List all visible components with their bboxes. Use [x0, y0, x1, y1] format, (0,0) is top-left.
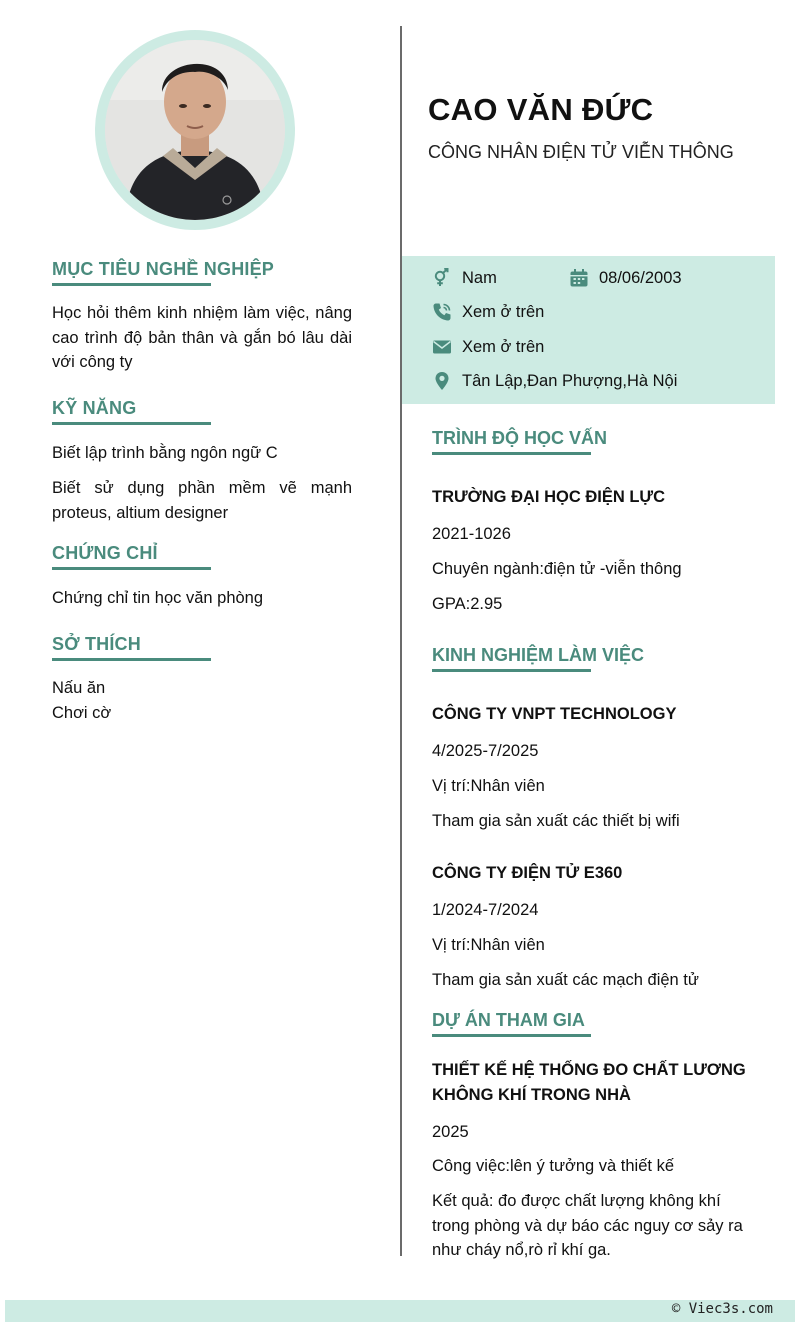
education-major: Chuyên ngành:điện tử -viễn thông [432, 560, 682, 578]
education-underline [432, 452, 591, 455]
birthdate-row [569, 268, 682, 288]
skill-item: Biết lập trình bằng ngôn ngữ C [52, 444, 278, 462]
skill-item: Biết sử dụng phần mềm vẽ mạnh proteus, altium designer [52, 479, 352, 522]
skills-title: KỸ NĂNG [52, 398, 137, 418]
job-period: 4/2025-7/2025 [432, 742, 539, 760]
job-description: Tham gia sản xuất các mạch điện tử [432, 971, 699, 989]
gender-value: Nam [462, 268, 497, 287]
hobby-item: Chơi cờ [52, 704, 112, 722]
projects-underline [432, 1034, 591, 1037]
skills-underline [52, 422, 211, 425]
hobby-item: Nấu ăn [52, 679, 106, 697]
certificate-item: Chứng chỉ tin học văn phòng [52, 589, 264, 607]
phone-icon [432, 302, 452, 322]
job-description: Tham gia sản xuất các thiết bị wifi [432, 812, 680, 830]
experience-underline [432, 669, 591, 672]
footer-bar [5, 1300, 795, 1322]
gender-row [432, 268, 497, 288]
certificates-underline [52, 567, 211, 570]
address-row [432, 371, 677, 391]
project-name: THIẾT KẾ HỆ THỐNG ĐO CHẤT LƯƠNG KHÔNG KHÍ TRONG NHÀ [432, 1061, 746, 1104]
projects-title: DỰ ÁN THAM GIA [432, 1010, 585, 1030]
job-position: Vị trí:Nhân viên [432, 777, 545, 795]
objective-text: Học hỏi thêm kinh nhiệm làm việc, nâng cao trình độ bản thân và gắn bó lâu dài với công ty [52, 304, 352, 371]
calendar-icon [569, 268, 589, 288]
candidate-name: CAO VĂN ĐỨC [428, 92, 654, 127]
job-period: 1/2024-7/2024 [432, 901, 539, 919]
hobbies-underline [52, 658, 211, 661]
education-gpa: GPA:2.95 [432, 595, 503, 613]
objective-title: MỤC TIÊU NGHỀ NGHIỆP [52, 259, 275, 279]
avatar [105, 40, 285, 220]
project-result: Kết quả: đo được chất lượng không khí trong phòng và dự báo các nguy cơ sảy ra như cháy nổ,rò rỉ khí ga. [432, 1192, 743, 1259]
email-row [432, 337, 544, 357]
email-icon [432, 337, 452, 357]
objective-underline [52, 283, 211, 286]
job-position: Vị trí:Nhân viên [432, 936, 545, 954]
education-title: TRÌNH ĐỘ HỌC VẤN [432, 428, 607, 448]
address-value: Tân Lập,Đan Phượng,Hà Nội [462, 371, 678, 390]
job-company: CÔNG TY VNPT TECHNOLOGY [432, 705, 677, 723]
hobbies-title: SỞ THÍCH [52, 634, 141, 654]
job-title: CÔNG NHÂN ĐIỆN TỬ VIỄN THÔNG [428, 142, 734, 162]
column-divider [400, 26, 402, 1256]
gender-icon [432, 268, 452, 288]
education-period: 2021-1026 [432, 525, 511, 543]
contact-info-box [402, 256, 775, 404]
footer-credit: © Viec3s.com [671, 1301, 773, 1317]
phone-row [432, 302, 544, 322]
certificates-title: CHỨNG CHỈ [52, 543, 158, 563]
project-work: Công việc:lên ý tưởng và thiết kế [432, 1157, 674, 1175]
job-company: CÔNG TY ĐIỆN TỬ E360 [432, 864, 623, 882]
birthdate-value: 08/06/2003 [599, 268, 682, 287]
location-icon [432, 371, 452, 391]
phone-value: Xem ở trên [462, 302, 545, 321]
project-year: 2025 [432, 1123, 469, 1141]
education-school: TRƯỜNG ĐẠI HỌC ĐIỆN LỰC [432, 488, 666, 506]
experience-title: KINH NGHIỆM LÀM VIỆC [432, 645, 645, 665]
email-value: Xem ở trên [462, 337, 545, 356]
